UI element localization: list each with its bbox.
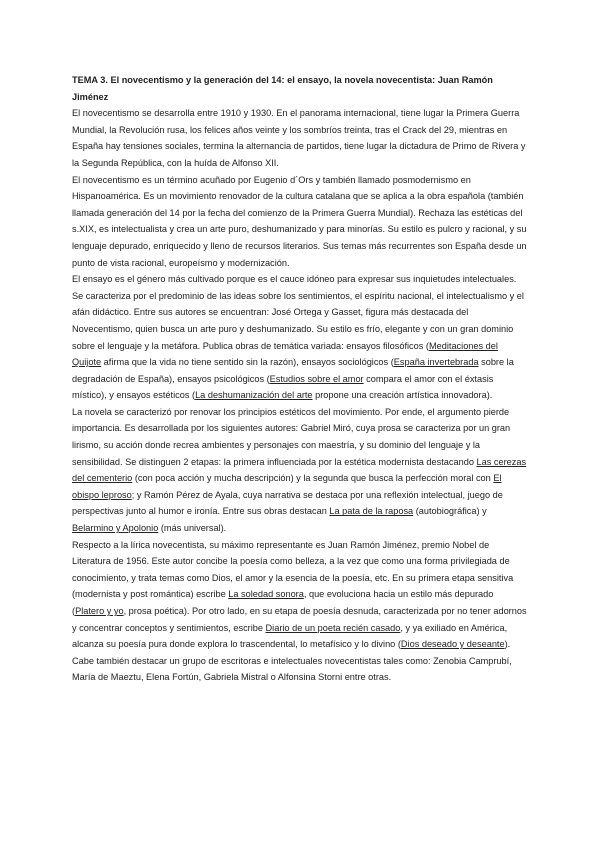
- work-title: Meditaciones del Quijote: [72, 340, 498, 368]
- text-segment: propone una creación artística innovadora).: [312, 390, 493, 401]
- work-title: El obispo leproso: [72, 473, 502, 500]
- paragraph-ensayo: [72, 271, 528, 404]
- work-title: Platero y yo: [75, 606, 124, 616]
- text-segment: La novela se caracterizó por renovar los principios estéticos del movimiento. Por ende, el argumento pierde importancia. Es desarrollada por los siguientes autores: Gabriel Miró, cuya prosa se caracteriza por un gran lirismo, su acción donde recrea ambientes y personajes con maestría, y su dominio del lenguaje y la sensibilidad. Se distinguen 2 etapas: la primera influenciada por la estética modernista destacando: [72, 406, 511, 467]
- work-title: Belarmino y Apolonio: [72, 523, 159, 534]
- work-title: La deshumanización del arte: [195, 390, 313, 401]
- paragraph-novecentismo: El novecentismo es un término acuñado por Eugenio d´Ors y también llamado posmodernismo en Hispanoamérica. Es un movimiento renovador de la cultura catalana que se aplica a la obra española (también llamada generación del 14 por la fecha del comienzo de la Primera Guerra Mundial). Rechaza las estéticas del s.XIX, es intelectualista y crea un arte puro, deshumanizado y para minorías. Su estilo es pulcro y racional, y su lenguaje depurado, enriquecido y lleno de recursos literarios. Sus temas más recurrentes son España desde un punto de vista racional, europeísmo y modernización.: [72, 174, 527, 268]
- work-title: La soledad sonora: [228, 589, 304, 600]
- document-page: [72, 72, 528, 686]
- text-segment: , y ya exiliado en América, alcanza su poesía pura donde explora lo trascendental, lo metafísico y lo divino (: [72, 622, 508, 650]
- text-segment: , prosa poética). Por otro lado, en su etapa de poesía desnuda, caracterizada por no tener adornos y concentrar conceptos y sentimientos, escribe: [72, 606, 527, 633]
- work-title: Dios deseado y deseante: [400, 639, 505, 650]
- text-segment: (con poca acción y mucha descripción) y la segunda que busca la perfección moral con: [132, 473, 494, 484]
- text-segment: El ensayo es el género más cultivado porque es el cauce idóneo para expresar sus inquietudes intelectuales. Se caracteriza por el predominio de las ideas sobre los sentimientos, el espíritu nacional, el intelectualismo y el afán didáctico. Entre sus autores se encuentran: José Ortega y Gasset, figura más destacada del Novecentismo, quien busca un arte puro y deshumanizado. Su estilo es frío, elegante y con un gran dominio sobre el lenguaje y la metáfora. Publica obras de temática variada: ensayos filosóficos (: [72, 274, 524, 351]
- text-segment: , que evoluciona hacia un estilo más depurado (: [72, 589, 494, 616]
- paragraph-novela: [72, 404, 528, 537]
- text-segment: afirma que la vida no tiene sentido sin la razón), ensayos sociológicos (: [101, 357, 394, 368]
- text-segment: Respecto a la lírica novecentista, su máximo representante es Juan Ramón Jiménez, premio Nobel de Literatura de 1956. Este autor concibe la poesía como belleza, a la vez que como una forma privilegiada de conocimiento, y trata temas como Dios, el amor y la esencia de la poesía, etc. En su primera etapa sensitiva (modernista y post romántica) escribe: [72, 539, 514, 600]
- title-lead: TEMA 3.: [72, 75, 108, 85]
- work-title: Las cerezas del cementerio: [72, 456, 527, 484]
- text-segment: sobre la degradación de España), ensayos psicológicos (: [72, 357, 514, 384]
- work-title: Diario de un poeta recién casado: [265, 622, 401, 633]
- text-segment: (más universal).: [158, 523, 227, 534]
- paragraph-lirica: [72, 537, 528, 653]
- text-segment: ; y Ramón Pérez de Ayala, cuya narrativa se destaca por una reflexión intelectual, juego de perspectivas junto al humor e ironía. Entre sus obras destacan: [72, 489, 503, 517]
- text-segment: (autobiográfica) y: [413, 506, 487, 517]
- work-title: España invertebrada: [393, 357, 479, 368]
- title-text: El novecentismo y la generación del 14: el ensayo, la novela novecentista: Juan Ramón Jiménez: [72, 75, 493, 102]
- document-title: [72, 72, 528, 105]
- text-segment: compara el amor con el éxtasis místico), y ensayos estéticos (: [72, 373, 494, 401]
- work-title: Estudios sobre el amor: [269, 373, 364, 384]
- paragraph-context: El novecentismo se desarrolla entre 1910 y 1930. En el panorama internacional, tiene lugar la Primera Guerra Mundial, la Revolución rusa, los felices años veinte y los sombríos treinta, tras el Crack del 29, mientras en España hay tensiones sociales, termina la alternancia de partidos, tiene lugar la dictadura de Primo de Rivera y la Segunda República, con la huída de Alfonso XII.: [72, 108, 526, 168]
- work-title: La pata de la raposa: [329, 506, 414, 517]
- text-segment: ).: [504, 639, 511, 650]
- paragraph-escritoras: Cabe también destacar un grupo de escritoras e intelectuales novecentistas tales como: Zenobia Camprubí, María de Maeztu, Elena Fortún, Gabriela Mistral o Alfonsina Storni entre otras.: [72, 655, 512, 683]
